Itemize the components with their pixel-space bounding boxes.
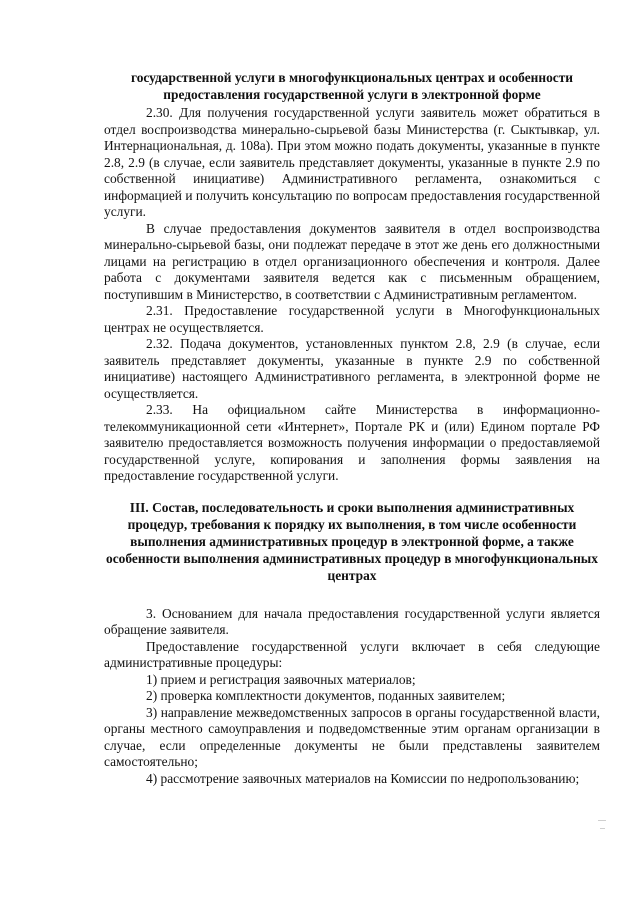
list-item: 1) прием и регистрация заявочных материалов; bbox=[146, 671, 416, 687]
page-heading: государственной услуги в многофункциональных центрах и особенности предоставления государственной услуги в электронной форме bbox=[130, 70, 574, 102]
paragraph-procedures-intro: Предоставление государственной услуги включает в себя следующие административные процедуры: bbox=[104, 638, 600, 670]
scan-mark bbox=[598, 820, 606, 821]
paragraph-2-32: 2.32. Подача документов, установленных пунктом 2.8, 2.9 (в случае, если заявитель представляет документы, указанные в пункте 2.9 по собственной инициативе) настоящего Административного регламента, в электронной форме не осуществляется. bbox=[104, 336, 600, 401]
paragraph-2-30: 2.30. Для получения государственной услуги заявитель может обратиться в отдел воспроизводства минерально-сырьевой базы Министерства (г. Сыктывкар, ул. Интернациональная, д. 108а). При этом можно подать документы, указанные в пункте 2.8, 2.9 (в случае, если заявитель представляет документы, указанные в пункте 2.9 по собственной инициативе) Административного регламента, ознакомиться с информацией и получить консультацию по вопросам предоставления государственной услуги. bbox=[104, 105, 600, 219]
paragraph-3: 3. Основанием для начала предоставления государственной услуги является обращение заявителя. bbox=[104, 605, 600, 637]
list-item: 2) проверка комплектности документов, поданных заявителем; bbox=[146, 688, 506, 703]
paragraph-2-33: 2.33. На официальном сайте Министерства в информационно-телекоммуникационной сети «Интернет», Портале РК и (или) Едином портале РФ заявителю предоставляется возможность получения информации о предоставляемой государственной услуге, копирования и заполнения формы заявления на предоставление государственной услуги. bbox=[104, 402, 600, 483]
list-item: 3) направление межведомственных запросов в органы государственной власти, органы местного самоуправления и подведомственные этим органам организации в случае, если определенные документы не были представлены заявителем самостоятельно; bbox=[104, 704, 600, 769]
paragraph-2-31: 2.31. Предоставление государственной услуги в Многофункциональных центрах не осуществляется. bbox=[104, 303, 600, 335]
document-body bbox=[104, 70, 600, 787]
list-item: 4) рассмотрение заявочных материалов на Комиссии по недропользованию; bbox=[146, 770, 580, 786]
section-heading-iii: III. Состав, последовательность и сроки выполнения административных процедур, требования к порядку их выполнения, в том числе особенности выполнения административных процедур в электронной форме, а также особенности выполнения административных процедур в многофункциональных центрах bbox=[106, 499, 598, 583]
paragraph-documents-transfer: В случае предоставления документов заявителя в отдел воспроизводства минерально-сырьевой базы, они подлежат передаче в этот же день его должностными лицами на регистрацию в отдел организационного обеспечения и контроля. Далее работа с документами заявителя ведется как с письменным обращением, поступившим в Министерство, в соответствии с Административным регламентом. bbox=[104, 220, 600, 302]
scan-mark bbox=[600, 828, 605, 829]
